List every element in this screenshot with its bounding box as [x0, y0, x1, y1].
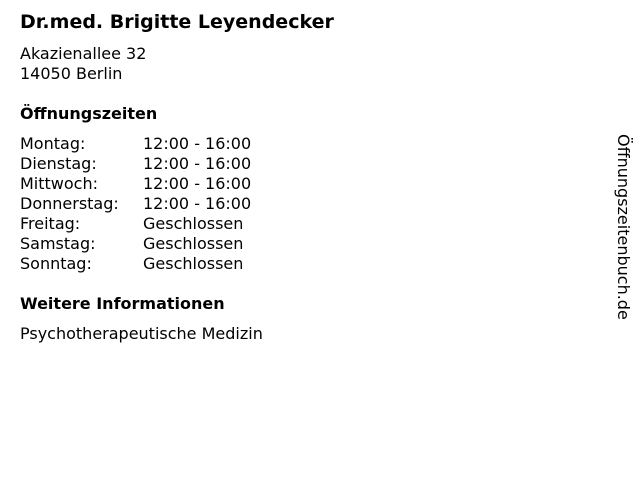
- address-street: Akazienallee 32: [20, 44, 147, 63]
- hours-time: Geschlossen: [143, 234, 244, 253]
- hours-time: 12:00 - 16:00: [143, 194, 252, 213]
- hours-time: 12:00 - 16:00: [143, 174, 252, 193]
- page-title: Dr.med. Brigitte Leyendecker: [20, 11, 334, 33]
- address-city: 14050 Berlin: [20, 64, 123, 83]
- hours-day: Dienstag:: [20, 154, 97, 173]
- hours-day: Sonntag:: [20, 254, 92, 273]
- site-watermark: Öffnungszeitenbuch.de: [614, 134, 633, 320]
- hours-time: 12:00 - 16:00: [143, 134, 252, 153]
- hours-row-tuesday: [20, 154, 251, 174]
- hours-row-monday: [20, 134, 251, 154]
- more-info-heading: Weitere Informationen: [20, 294, 225, 313]
- hours-row-saturday: [20, 234, 251, 254]
- hours-day: Samstag:: [20, 234, 96, 253]
- hours-time: Geschlossen: [143, 254, 244, 273]
- opening-hours-heading: Öffnungszeiten: [20, 104, 158, 123]
- hours-time: 12:00 - 16:00: [143, 154, 252, 173]
- opening-hours-table: [20, 134, 251, 274]
- hours-row-friday: [20, 214, 251, 234]
- hours-row-wednesday: [20, 174, 251, 194]
- hours-day: Freitag:: [20, 214, 81, 233]
- hours-day: Donnerstag:: [20, 194, 119, 213]
- address: [20, 44, 146, 84]
- hours-row-thursday: [20, 194, 251, 214]
- hours-day: Mittwoch:: [20, 174, 98, 193]
- hours-day: Montag:: [20, 134, 86, 153]
- hours-row-sunday: [20, 254, 251, 274]
- hours-time: Geschlossen: [143, 214, 244, 233]
- more-info-text: Psychotherapeutische Medizin: [20, 324, 263, 343]
